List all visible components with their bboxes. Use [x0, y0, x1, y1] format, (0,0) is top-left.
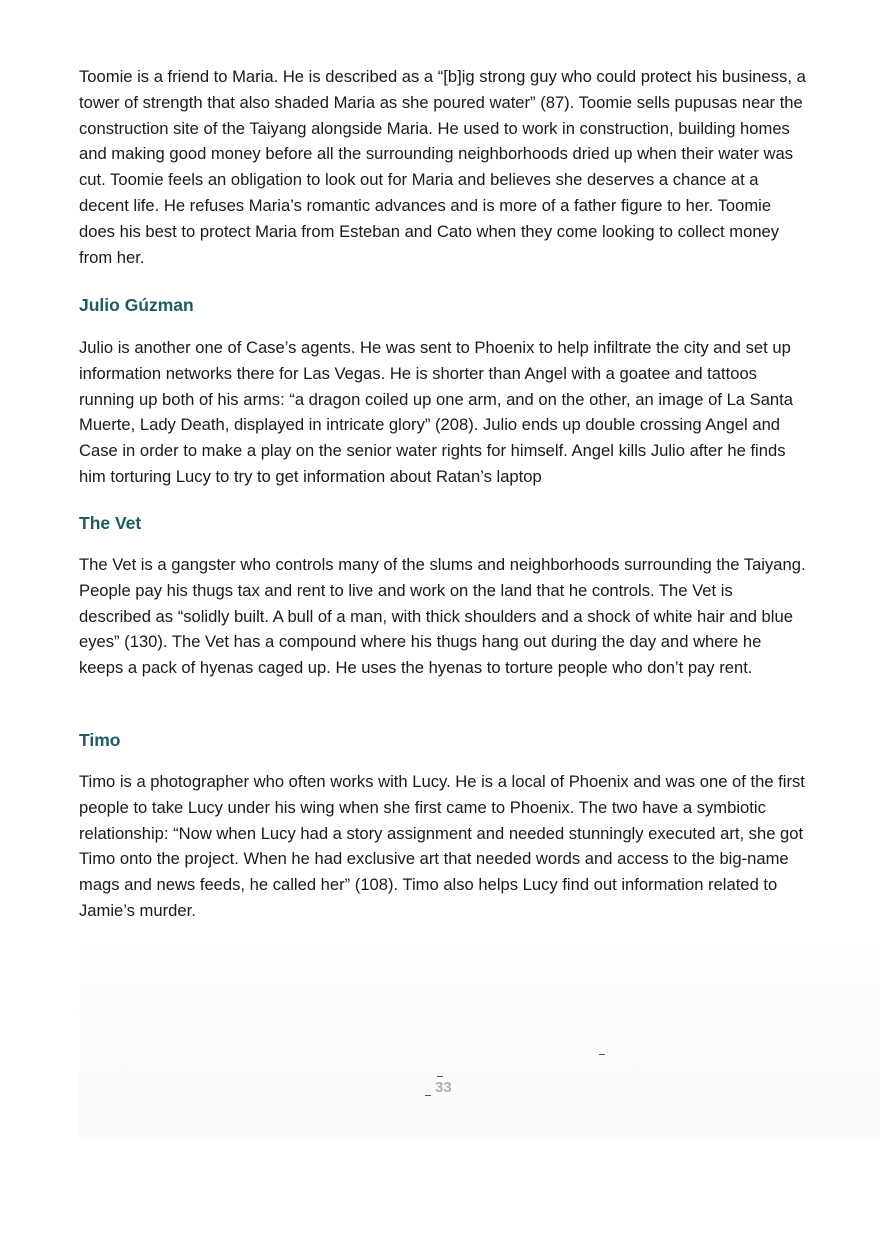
paragraph-timo: Timo is a photographer who often works with Lucy. He is a local of Phoenix and was one of the first people to take Lucy under his wing when she first came to Phoenix. The two have a symbiotic relationship: “Now when Lucy had a story assignment and needed stunningly executed art, she got Timo onto the project. When he had exclusive art that needed words and access to the big-name mags and news feeds, he called her” (108). Timo also helps Lucy find out information related to Jamie’s murder. — [79, 772, 805, 920]
heading-julio-guzman: Julio Gúzman — [79, 295, 194, 315]
paragraph-julio: Julio is another one of Case’s agents. He was sent to Phoenix to help infiltrate the city and set up information networks there for Las Vegas. He is shorter than Angel with a goatee and tattoos running up both of his arms: “a dragon coiled up one arm, and on the other, an image of La Santa Muerte, Lady Death, displayed in intricate glory” (208). Julio ends up double crossing Angel and Case in order to make a play on the senior water rights for himself. Angel kills Julio after he finds him torturing Lucy to try to get information about Ratan’s laptop — [79, 338, 794, 486]
footer-mark — [437, 1076, 443, 1077]
footer-mark — [599, 1054, 605, 1055]
footer-area — [79, 935, 880, 1140]
paragraph-toomie: Toomie is a friend to Maria. He is described as a “[b]ig strong guy who could protect his business, a tower of strength that also shaded Maria as she poured water” (87). Toomie sells pupusas near the construction site of the Taiyang alongside Maria. He used to work in construction, building homes and making good money before all the surrounding neighborhoods dried up when their water was cut. Toomie feels an obligation to look out for Maria and believes she deserves a chance at a decent life. He refuses Maria’s romantic advances and is more of a father figure to her. Toomie does his best to protect Maria from Esteban and Cato when they come looking to collect money from her. — [79, 67, 806, 267]
footer-mark — [425, 1095, 431, 1096]
heading-timo: Timo — [79, 730, 121, 750]
paragraph-the-vet: The Vet is a gangster who controls many of the slums and neighborhoods surrounding the Taiyang. People pay his thugs tax and rent to live and work on the land that he controls. The Vet is described as “solidly built. A bull of a man, with thick shoulders and a shock of white hair and blue eyes” (130). The Vet has a compound where his thugs hang out during the day and where he keeps a pack of hyenas caged up. He uses the hyenas to torture people who don’t pay rent. — [79, 555, 806, 678]
heading-the-vet: The Vet — [79, 513, 142, 533]
page-number: 33 — [435, 1079, 452, 1096]
